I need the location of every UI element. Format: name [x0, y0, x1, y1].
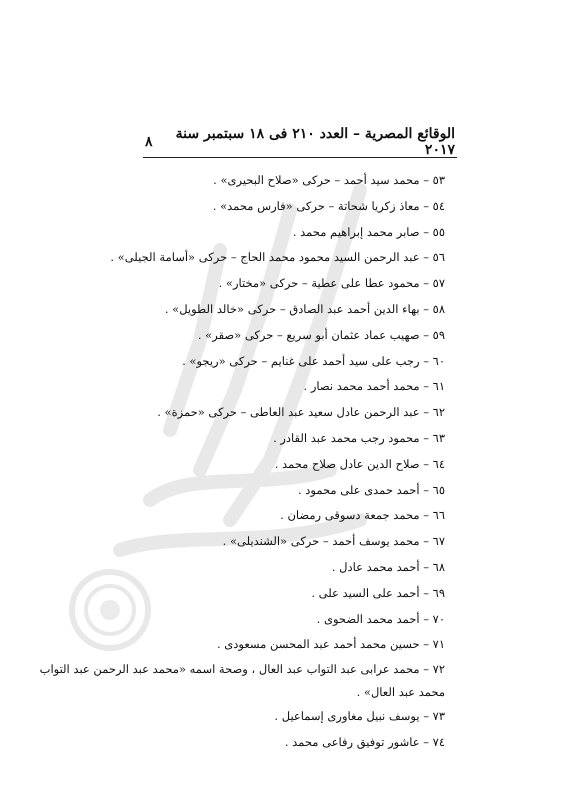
names-list: [39, 168, 445, 756]
list-item: ٦٢ – عبد الرحمن عادل سعيد عبد العاطى – حركى «حمزة» .: [157, 405, 445, 420]
list-item: ٦٨ – أحمد محمد عادل .: [331, 559, 445, 574]
list-item: ٥٨ – بهاء الدين أحمد عبد الصادق – حركى «خالد الطويل» .: [164, 301, 445, 316]
page-number: ٨: [145, 134, 153, 150]
list-item: ٥٦ – عبد الرحمن السيد محمود محمد الحاج – حركى «أسامة الجيلى» .: [110, 250, 445, 265]
list-item: ٧١ – حسين محمد أحمد عبد المحسن مسعودى .: [216, 637, 445, 652]
header-divider: [143, 157, 457, 158]
header-title: الوقائع المصرية – العدد ٢١٠ فى ١٨ سبتمبر سنة ٢٠١٧: [175, 126, 455, 158]
list-item: ٧٤ – عاشور توفيق رفاعى محمد .: [284, 734, 445, 749]
page-header: [145, 126, 455, 158]
list-item: ٧٢ – محمد عرابى عبد التواب عبد العال ، وصحة اسمه «محمد عبد الرحمن عبد التواب: [39, 662, 445, 677]
list-item: ٧٠ – أحمد محمد الضحوى .: [316, 611, 445, 626]
list-item: ٦٣ – محمود رجب محمد عبد القادر .: [273, 430, 445, 445]
list-item: ٥٤ – معاذ زكريا شحاتة – حركى «فارس محمد» .: [212, 198, 445, 213]
list-item: ٥٩ – صهيب عماد عثمان أبو سريع – حركى «صقر» .: [197, 327, 445, 342]
list-item: ٥٥ – صابر محمد إبراهيم محمد .: [292, 224, 445, 239]
list-item: ٥٧ – محمود عطا على عطية – حركى «مختار» .: [218, 276, 445, 291]
list-item: ٦٧ – محمد يوسف أحمد – حركى «الشنديلى» .: [222, 534, 445, 549]
list-item: ٦٥ – أحمد حمدى على محمود .: [297, 482, 445, 497]
list-item: ٦٠ – رجب على سيد أحمد على غنايم – حركى «ريجو» .: [182, 353, 445, 368]
list-item: ٦٦ – محمد جمعة دسوقى رمضان .: [280, 508, 445, 523]
list-item-continuation: محمد عبد العال» .: [356, 685, 445, 700]
list-item: ٦٤ – صلاح الدين عادل صلاح محمد .: [274, 456, 445, 471]
list-item: ٧٣ – يوسف نبيل مغاورى إسماعيل .: [274, 709, 445, 724]
list-item: ٦٩ – أحمد على السيد على .: [311, 585, 445, 600]
list-item: ٦١ – محمد أحمد محمد نصار .: [303, 379, 445, 394]
list-item: ٥٣ – محمد سيد أحمد – حركى «صلاح البحيرى» .: [213, 173, 445, 187]
